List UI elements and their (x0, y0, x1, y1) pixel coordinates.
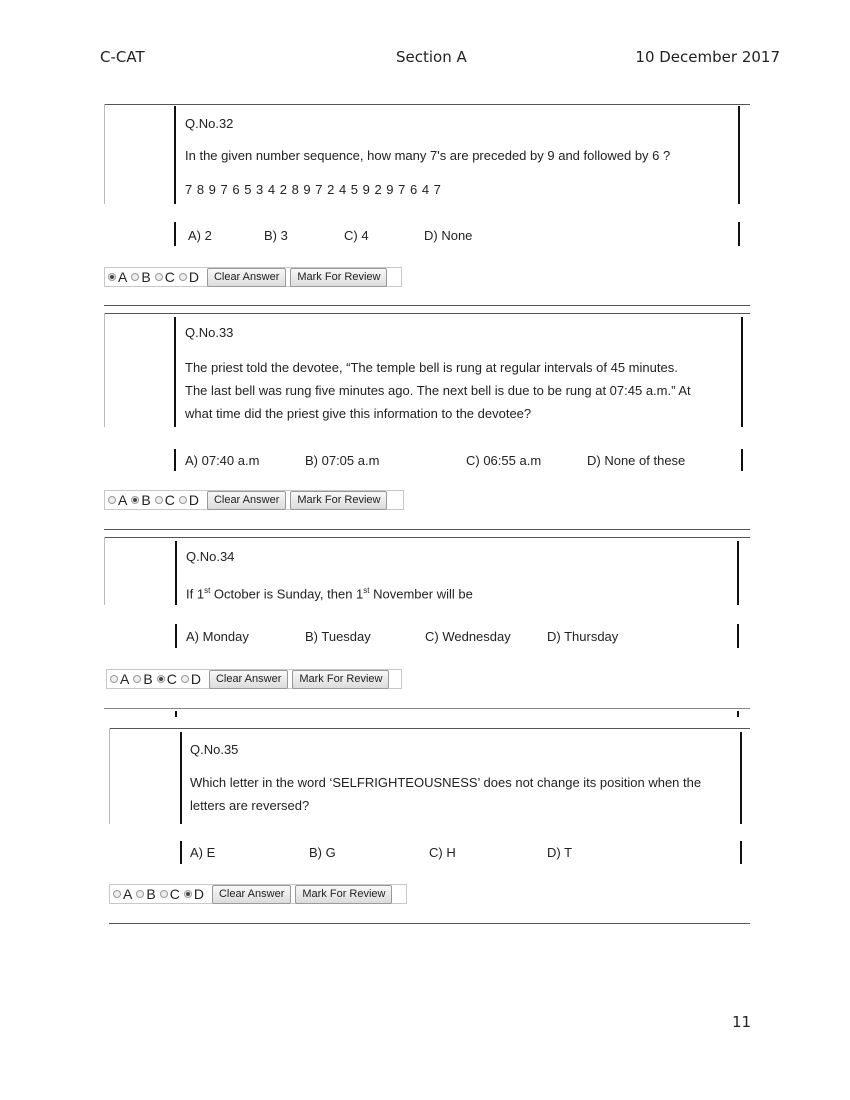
question-block-33 (104, 313, 750, 531)
radio-d[interactable] (179, 273, 187, 281)
radio-label-b: B (143, 671, 153, 687)
mark-for-review-button[interactable]: Mark For Review (295, 885, 392, 904)
radio-a[interactable] (108, 273, 116, 281)
question-text-part: November will be (369, 586, 473, 602)
divider (740, 841, 742, 864)
option-d: D) None of these (587, 453, 686, 468)
radio-label-a: A (118, 492, 128, 508)
divider (174, 449, 176, 471)
radio-label-a: A (118, 269, 128, 285)
option-c: C) 06:55 a.m (466, 453, 542, 468)
question-text (186, 579, 473, 605)
answer-controls (104, 267, 402, 287)
clear-answer-button[interactable]: Clear Answer (207, 491, 286, 510)
question-text (190, 771, 701, 817)
question-block-34 (104, 537, 750, 719)
question-text-part: If 1 (186, 586, 205, 602)
radio-label-d: D (190, 671, 201, 687)
number-sequence: 7 8 9 7 6 5 3 4 2 8 9 7 2 4 5 9 2 9 7 6 4 7 (185, 182, 442, 197)
question-text-line: The priest told the devotee, “The temple bell is rung at regular intervals of 45 minutes. (185, 360, 678, 375)
header-right: 10 December 2017 (635, 48, 780, 66)
answer-controls (106, 669, 402, 689)
radio-c[interactable] (157, 675, 165, 683)
clear-answer-button[interactable]: Clear Answer (209, 670, 288, 689)
radio-d[interactable] (181, 675, 189, 683)
option-d: D) T (547, 845, 573, 860)
divider (175, 711, 177, 717)
option-d: D) Thursday (547, 629, 619, 644)
divider (104, 708, 750, 709)
page-number: 11 (732, 1013, 752, 1031)
divider (104, 104, 750, 105)
ordinal-suffix: st (204, 586, 211, 595)
divider (174, 317, 176, 427)
divider (104, 537, 105, 605)
radio-b[interactable] (131, 273, 139, 281)
radio-label-d: D (193, 886, 204, 902)
divider (175, 624, 177, 648)
option-c: C) 4 (344, 228, 369, 243)
question-text-line: Which letter in the word ‘SELFRIGHTEOUSNESS’ does not change its position when the (190, 775, 702, 790)
answer-controls (104, 490, 404, 510)
option-c: C) H (429, 845, 456, 860)
divider (737, 541, 739, 605)
answer-controls (109, 884, 407, 904)
clear-answer-button[interactable]: Clear Answer (207, 268, 286, 287)
divider (104, 313, 105, 427)
page-header (100, 48, 780, 70)
question-number: Q.No.32 (185, 116, 234, 131)
divider (737, 624, 739, 648)
divider (741, 449, 743, 471)
divider (104, 305, 750, 306)
option-d: D) None (424, 228, 473, 243)
mark-for-review-button[interactable]: Mark For Review (290, 491, 387, 510)
divider (738, 222, 740, 246)
option-c: C) Wednesday (425, 629, 511, 644)
divider (104, 313, 750, 314)
question-text-line: In the given number sequence, how many 7's are preceded by 9 and followed by 6 ? (185, 148, 671, 163)
divider (174, 222, 176, 246)
radio-c[interactable] (160, 890, 168, 898)
radio-c[interactable] (155, 496, 163, 504)
divider (174, 106, 176, 204)
divider (104, 104, 105, 204)
question-text (185, 144, 670, 167)
divider (109, 923, 750, 924)
question-number: Q.No.35 (190, 742, 239, 757)
radio-c[interactable] (155, 273, 163, 281)
radio-b[interactable] (133, 675, 141, 683)
radio-b[interactable] (136, 890, 144, 898)
radio-label-d: D (188, 269, 199, 285)
divider (180, 841, 182, 864)
option-a: A) 07:40 a.m (185, 453, 260, 468)
option-b: B) Tuesday (305, 629, 371, 644)
divider (109, 728, 750, 729)
radio-d[interactable] (179, 496, 187, 504)
question-number: Q.No.33 (185, 325, 234, 340)
radio-a[interactable] (113, 890, 121, 898)
option-a: A) E (190, 845, 216, 860)
question-text-part: October is Sunday, then 1 (210, 586, 364, 602)
divider (109, 728, 110, 824)
question-block-32 (104, 104, 750, 308)
question-number: Q.No.34 (186, 549, 235, 564)
divider (180, 732, 182, 824)
radio-label-a: A (120, 671, 130, 687)
question-text-line: The last bell was rung five minutes ago. The next bell is due to be rung at 07:45 a.m.” At (185, 383, 691, 398)
option-b: B) G (309, 845, 336, 860)
ordinal-suffix: st (363, 586, 370, 595)
radio-a[interactable] (108, 496, 116, 504)
clear-answer-button[interactable]: Clear Answer (212, 885, 291, 904)
radio-b[interactable] (131, 496, 139, 504)
radio-label-b: B (141, 269, 151, 285)
header-left: C-CAT (100, 48, 145, 66)
radio-label-c: C (164, 492, 175, 508)
radio-label-b: B (146, 886, 156, 902)
radio-label-c: C (169, 886, 180, 902)
radio-label-c: C (166, 671, 177, 687)
radio-a[interactable] (110, 675, 118, 683)
divider (104, 537, 750, 538)
divider (737, 711, 739, 717)
header-center: Section A (396, 48, 467, 66)
divider (738, 106, 740, 204)
divider (104, 529, 750, 530)
radio-label-c: C (164, 269, 175, 285)
radio-label-b: B (141, 492, 151, 508)
question-text (185, 356, 691, 425)
option-a: A) 2 (188, 228, 212, 243)
radio-label-a: A (123, 886, 133, 902)
radio-label-d: D (188, 492, 199, 508)
option-b: B) 07:05 a.m (305, 453, 380, 468)
question-text-line: letters are reversed? (190, 798, 310, 813)
divider (175, 541, 177, 605)
option-a: A) Monday (186, 629, 249, 644)
question-text-line: what time did the priest give this information to the devotee? (185, 406, 532, 421)
question-block-35 (109, 728, 750, 926)
divider (741, 317, 743, 427)
radio-d[interactable] (184, 890, 192, 898)
divider (740, 732, 742, 824)
mark-for-review-button[interactable]: Mark For Review (292, 670, 389, 689)
option-b: B) 3 (264, 228, 288, 243)
mark-for-review-button[interactable]: Mark For Review (290, 268, 387, 287)
